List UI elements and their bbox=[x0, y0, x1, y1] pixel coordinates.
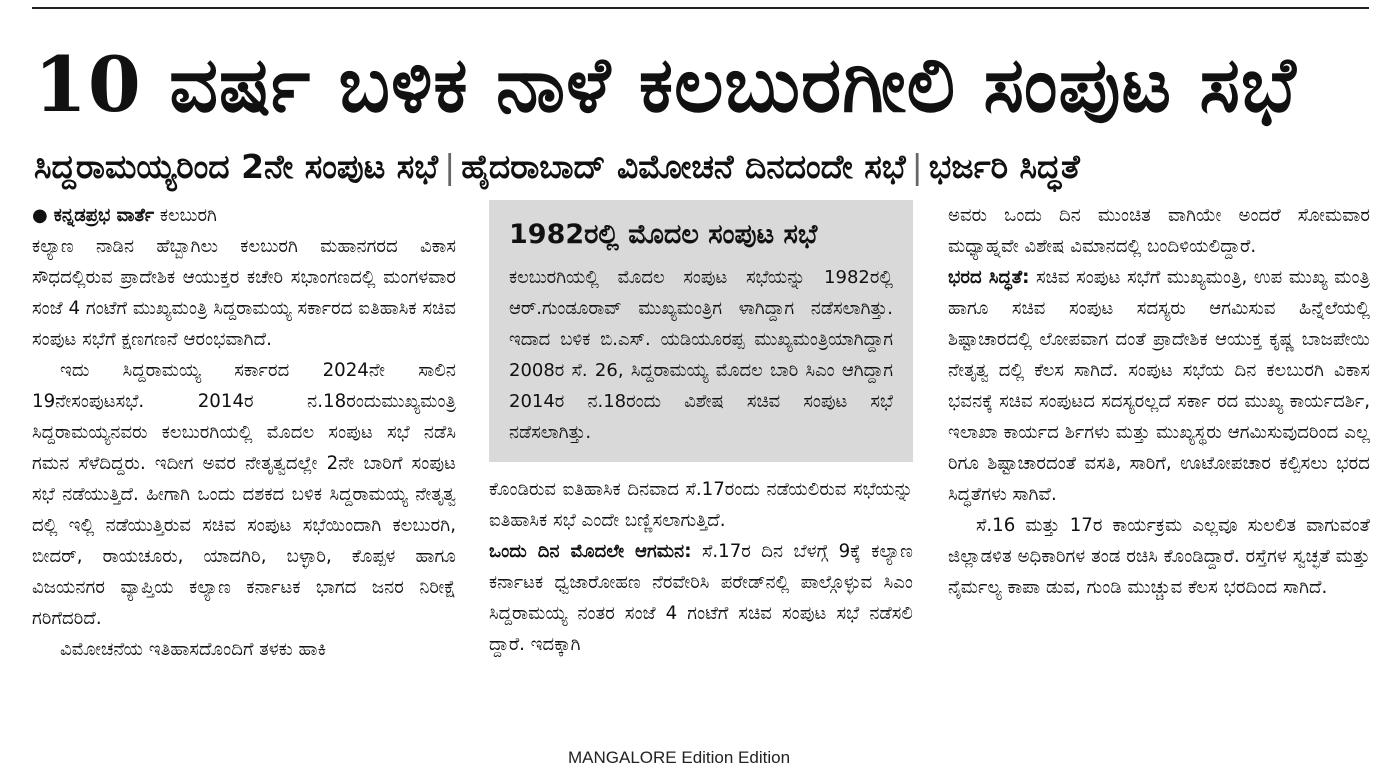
left-paragraph-1: ಕಲ್ಯಾಣ ನಾಡಿನ ಹೆಬ್ಬಾಗಿಲು ಕಲಬುರಗಿ ಮಹಾನಗರದ ವಿಕಾಸ ಸೌಧದಲ್ಲಿರುವ ಪ್ರಾದೇಶಿಕ ಆಯುಕ್ತರ ಕಚೇರಿ ಸಭಾಂಗಣದಲ್ಲಿ ಮಂಗಳವಾರ ಸಂಜೆ 4 ಗಂಟೆಗೆ ಮುಖ್ಯಮಂತ್ರಿ ಸಿದ್ದರಾಮಯ್ಯ ಸರ್ಕಾರದ ಐತಿಹಾಸಿಕ ಸಚಿವ ಸಂಪುಟ ಸಭೆಗೆ ಕ್ಷಣಗಣನೆ ಆರಂಭವಾಗಿದೆ. bbox=[32, 236, 456, 350]
subhead-separator-1: | bbox=[444, 147, 456, 186]
article-column-middle bbox=[489, 200, 913, 748]
subhead-separator-2: | bbox=[911, 147, 923, 186]
edition-label: MANGALORE Edition Edition bbox=[568, 748, 791, 767]
subhead-part-2: ಹೈದರಾಬಾದ್ ವಿಮೋಚನೆ ದಿನದಂದೇ ಸಭೆ bbox=[461, 147, 906, 186]
top-rule bbox=[32, 7, 1369, 9]
headline: 10 ವರ್ಷ ಬಳಿಕ ನಾಳೆ ಕಲಬುರಗೀಲಿ ಸಂಪುಟ ಸಭೆ bbox=[34, 40, 1297, 129]
mid-paragraph-2-text: ಸೆ.17ರ ದಿನ ಬೆಳಗ್ಗೆ 9ಕ್ಕೆ ಕಲ್ಯಾಣ ಕರ್ನಾಟಕ ಧ್ವಜಾರೋಹಣ ನೆರವೇರಿಸಿ ಪರೇಡ್‌ನಲ್ಲಿ ಪಾಲ್ಗೊಳ್ಳುವ ಸಿಎಂ ಸಿದ್ದರಾಮಯ್ಯ ನಂತರ ಸಂಜೆ 4 ಗಂಟೆಗೆ ಸಚಿವ ಸಂಪುಟ ಸಭೆ ನಡೆಸಲಿ ದ್ದಾರೆ. ಇದಕ್ಕಾಗಿ bbox=[489, 541, 913, 655]
dateline-brand: ಕನ್ನಡಪ್ರಭ ವಾರ್ತೆ bbox=[53, 205, 155, 226]
subhead-part-1: ಸಿದ್ದರಾಮಯ್ಯರಿಂದ 2ನೇ ಸಂಪುಟ ಸಭೆ bbox=[34, 147, 439, 186]
mid-subhead-arrival: ಒಂದು ದಿನ ಮೊದಲೇ ಆಗಮನ: bbox=[489, 541, 692, 562]
left-paragraph-3: ವಿಮೋಚನೆಯ ಇತಿಹಾಸದೊಂದಿಗೆ ತಳಕು ಹಾಕಿ bbox=[60, 639, 327, 660]
left-paragraph-2: ಇದು ಸಿದ್ದರಾಮಯ್ಯ ಸರ್ಕಾರದ 2024ನೇ ಸಾಲಿನ 19ನೇಸಂಪುಟಸಭೆ. 2014ರ ನ.18ರಂದುಮುಖ್ಯಮಂತ್ರಿ ಸಿದ್ದರಾಮಯ್ಯನವರು ಕಲಬುರಗಿಯಲ್ಲಿ ಮೊದಲ ಸಂಪುಟ ಸಭೆ ನಡೆಸಿ ಗಮನ ಸೆಳೆದಿದ್ದರು. ಇದೀಗ ಅವರ ನೇತೃತ್ವದಲ್ಲೇ 2ನೇ ಬಾರಿಗೆ ಸಂಪುಟ ಸಭೆ ನಡೆಯುತ್ತಿದೆ. ಹೀಗಾಗಿ ಒಂದು ದಶಕದ ಬಳಿಕ ಸಿದ್ದರಾಮಯ್ಯ ನೇತೃತ್ವ ದಲ್ಲಿ ಇಲ್ಲಿ ನಡೆಯುತ್ತಿರುವ ಸಚಿವ ಸಂಪುಟ ಸಭೆಯಿಂದಾಗಿ ಕಲಬುರಗಿ, ಬೀದರ್, ರಾಯಚೂರು, ಯಾದಗಿರಿ, ಬಳ್ಳಾರಿ, ಕೊಪ್ಪಳ ಹಾಗೂ ವಿಜಯನಗರ ವ್ಯಾಪ್ತಿಯ ಕಲ್ಯಾಣ ಕರ್ನಾಟಕ ಭಾಗದ ಜನರ ನಿರೀಕ್ಷೆ ಗರಿಗೆದರಿದೆ. bbox=[32, 360, 456, 629]
article-column-right bbox=[948, 200, 1370, 740]
right-paragraph-2-text: ಸಚಿವ ಸಂಪುಟ ಸಭೆಗೆ ಮುಖ್ಯಮಂತ್ರಿ, ಉಪ ಮುಖ್ಯ ಮಂತ್ರಿ ಹಾಗೂ ಸಚಿವ ಸಂಪುಟ ಸದಸ್ಯರು ಆಗಮಿಸುವ ಹಿನ್ನೆಲೆಯಲ್ಲಿ ಶಿಷ್ಟಾಚಾರದಲ್ಲಿ ಲೋಪವಾಗ ದಂತೆ ಪ್ರಾದೇಶಿಕ ಆಯುಕ್ತ ಕೃಷ್ಣ ಬಾಜಪೇಯಿ ನೇತೃತ್ವ ದಲ್ಲಿ ಕೆಲಸ ಸಾಗಿದೆ. ಸಂಪುಟ ಸಭೆಯ ದಿನ ಕಲಬುರಗಿ ವಿಕಾಸ ಭವನಕ್ಕೆ ಸಚಿವ ಸಂಪುಟದ ಸದಸ್ಯರಲ್ಲದೆ ಸರ್ಕಾ ರದ ಮುಖ್ಯ ಕಾರ್ಯದರ್ಶಿ, ಇಲಾಖಾ ಕಾರ್ಯದ ರ್ಶಿಗಳು ಮತ್ತು ಮುಖ್ಯಸ್ಥರು ಆಗಮಿಸುವುದರಿಂದ ಎಲ್ಲ ರಿಗೂ ಶಿಷ್ಟಾಚಾರದಂತೆ ವಸತಿ, ಸಾರಿಗೆ, ಊಟೋಪಚಾರ ಕಲ್ಪಿಸಲು ಭರದ ಸಿದ್ಧತೆಗಳು ಸಾಗಿವೆ. bbox=[948, 267, 1370, 505]
box-body: ಕಲಬುರಗಿಯಲ್ಲಿ ಮೊದಲ ಸಂಪುಟ ಸಭೆಯನ್ನು 1982ರಲ್ಲಿ ಆರ್.ಗುಂಡೂರಾವ್ ಮುಖ್ಯಮಂತ್ರಿಗ ಳಾಗಿದ್ದಾಗ ನಡೆಸಲಾಗಿತ್ತು. ಇದಾದ ಬಳಿಕ ಬಿ.ಎಸ್. ಯಡಿಯೂರಪ್ಪ ಮುಖ್ಯಮಂತ್ರಿಯಾಗಿದ್ದಾಗ 2008ರ ಸೆ. 26, ಸಿದ್ದರಾಮಯ್ಯ ಮೊದಲ ಬಾರಿ ಸಿಎಂ ಆಗಿದ್ದಾಗ 2014ರ ನ.18ರಂದು ವಿಶೇಷ ಸಚಿವ ಸಂಪುಟ ಸಭೆ ನಡೆಸಲಾಗಿತ್ತು. bbox=[509, 267, 893, 443]
dateline-bullet: ● bbox=[32, 205, 48, 226]
dateline-place: ಕಲಬುರಗಿ bbox=[159, 205, 217, 226]
right-paragraph-2 bbox=[948, 262, 1370, 510]
right-paragraph-1: ಅವರು ಒಂದು ದಿನ ಮುಂಚಿತ ವಾಗಿಯೇ ಅಂದರೆ ಸೋಮವಾರ ಮಧ್ಯಾಹ್ನವೇ ವಿಶೇಷ ವಿಮಾನದಲ್ಲಿ ಬಂದಿಳಿಯಲಿದ್ದಾರೆ. bbox=[948, 205, 1370, 257]
article-column-left bbox=[32, 200, 456, 740]
dateline bbox=[32, 200, 456, 231]
sidebar-box bbox=[489, 200, 913, 462]
right-paragraph-3: ಸೆ.16 ಮತ್ತು 17ರ ಕಾರ್ಯಕ್ರಮ ಎಲ್ಲವೂ ಸುಲಲಿತ ವಾಗುವಂತೆ ಜಿಲ್ಲಾಡಳಿತ ಅಧಿಕಾರಿಗಳ ತಂಡ ರಚಿಸಿ ಕೊಂಡಿದ್ದಾರೆ. ರಸ್ತೆಗಳ ಸ್ವಚ್ಛತೆ ಮತ್ತು ನೈರ್ಮಲ್ಯ ಕಾಪಾ ಡುವ, ಗುಂಡಿ ಮುಚ್ಚುವ ಕೆಲಸ ಭರದಿಂದ ಸಾಗಿದೆ. bbox=[948, 515, 1370, 598]
box-title: 1982ರಲ್ಲಿ ಮೊದಲ ಸಂಪುಟ ಸಭೆ bbox=[509, 219, 818, 250]
subhead bbox=[34, 142, 1374, 192]
right-subhead-preparation: ಭರದ ಸಿದ್ಧತೆ: bbox=[948, 267, 1030, 288]
mid-paragraph-2 bbox=[489, 536, 913, 660]
subhead-part-3: ಭರ್ಜರಿ ಸಿದ್ಧತೆ bbox=[928, 147, 1080, 186]
mid-paragraph-1: ಕೊಂಡಿರುವ ಐತಿಹಾಸಿಕ ದಿನವಾದ ಸೆ.17ರಂದು ನಡೆಯಲಿರುವ ಸಭೆಯನ್ನು ಐತಿಹಾಸಿಕ ಸಭೆ ಎಂದೇ ಬಣ್ಣಿಸಲಾಗುತ್ತಿದೆ. bbox=[489, 479, 913, 531]
